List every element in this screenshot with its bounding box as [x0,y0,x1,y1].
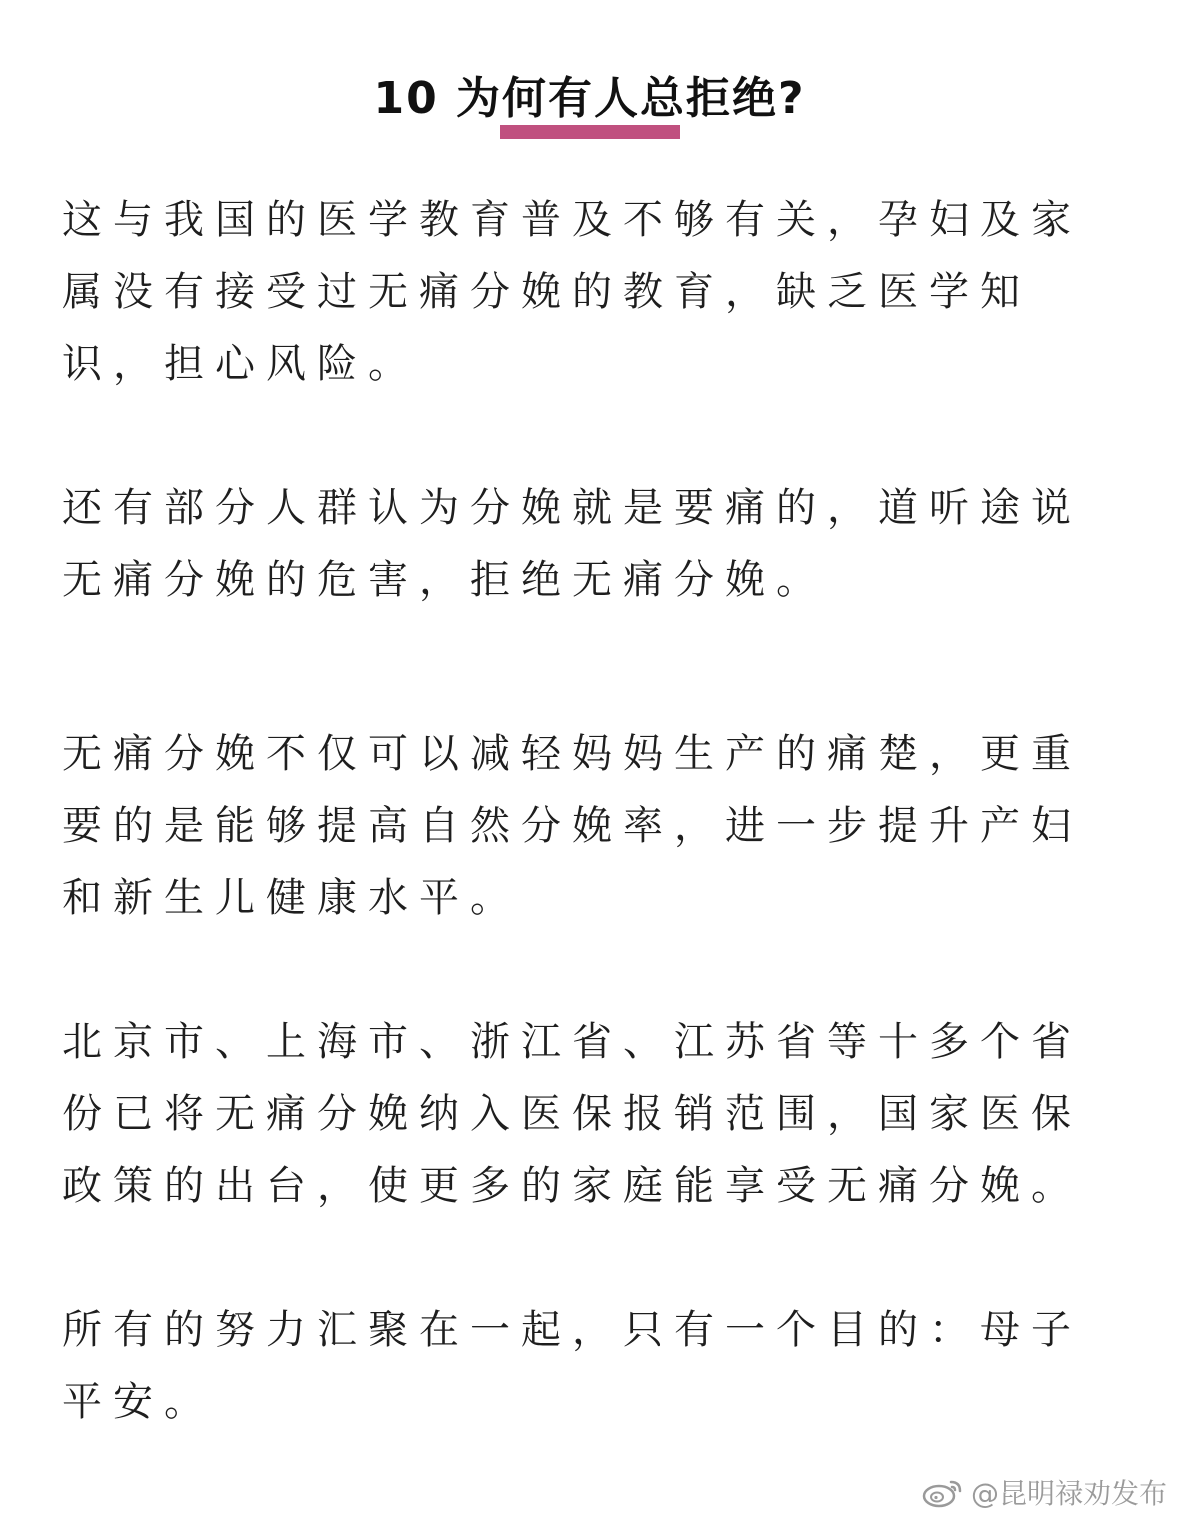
watermark-text: @昆明禄劝发布 [970,1477,1167,1510]
paragraph-3: 无痛分娩不仅可以减轻妈妈生产的痛楚，更重要的是能够提高自然分娩率，进一步提升产妇和新生儿健康水平。 [62,731,1082,921]
paragraph-4: 北京市、上海市、浙江省、江苏省等十多个省份已将无痛分娩纳入医保报销范围，国家医保政策的出台，使更多的家庭能享受无痛分娩。 [62,1019,1082,1209]
page-title: 10 为何有人总拒绝? [373,73,806,125]
paragraph-2: 还有部分人群认为分娩就是要痛的，道听途说无痛分娩的危害，拒绝无痛分娩。 [62,485,1082,603]
paragraph-5: 所有的努力汇聚在一起，只有一个目的：母子平安。 [62,1307,1082,1425]
weibo-watermark [921,1472,1167,1512]
weibo-icon [921,1476,965,1508]
title-underline-bar [500,125,680,139]
paragraph-1: 这与我国的医学教育普及不够有关，孕妇及家属没有接受过无痛分娩的教育，缺乏医学知识，担心风险。 [62,197,1082,387]
